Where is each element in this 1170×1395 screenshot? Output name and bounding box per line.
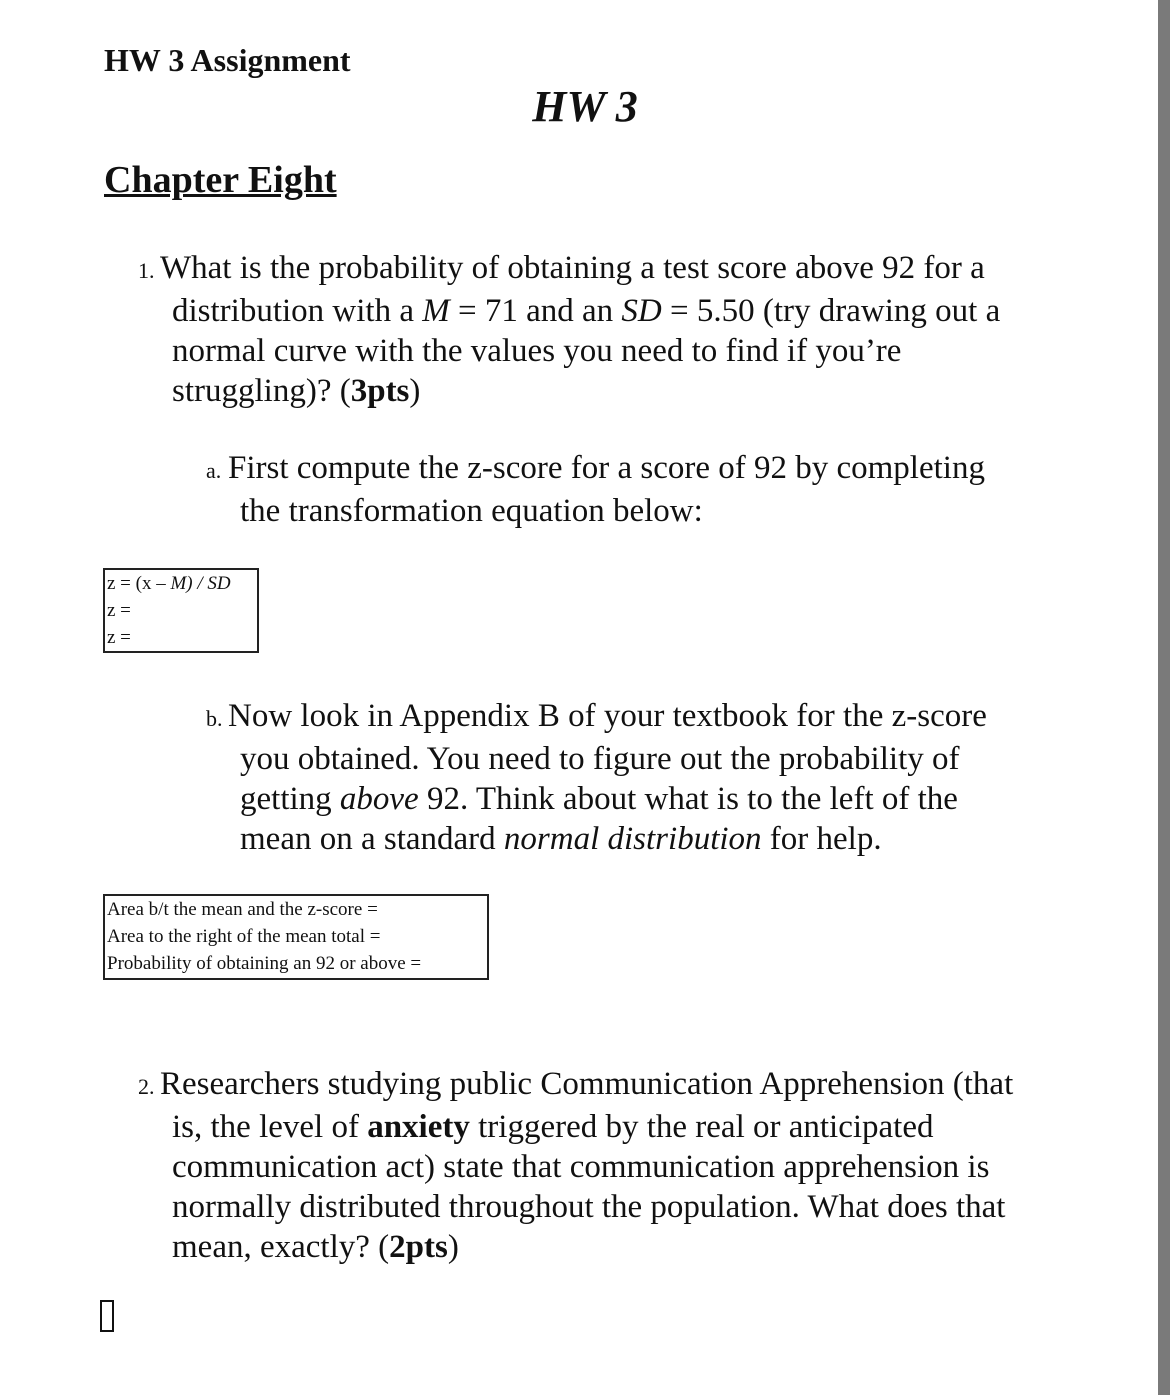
equation-answer-box[interactable]: [103, 568, 259, 653]
sd-symbol: SD: [621, 293, 662, 329]
part-b-line-1: Now look in Appendix B of your textbook for the z-score: [228, 698, 987, 734]
points-label: 3pts: [350, 373, 410, 409]
area-row-1: Area b/t the mean and the z-score =: [107, 899, 378, 920]
question-1-text: struggling)? (: [172, 373, 351, 409]
question-2-text: mean, exactly? (: [172, 1229, 390, 1265]
equation-row-3: z =: [107, 627, 131, 648]
question-2-number: 2.: [138, 1074, 155, 1099]
question-2-line-3: communication act) state that communication apprehension is: [172, 1149, 990, 1185]
part-b-line-2: you obtained. You need to figure out the probability of: [240, 741, 960, 777]
question-1: [138, 248, 1058, 411]
part-b-text: 92. Think about what is to the left of the: [418, 781, 958, 817]
points-label: 2pts: [389, 1229, 448, 1265]
question-2-text: ): [447, 1229, 459, 1265]
missing-glyph-icon: [100, 1300, 114, 1332]
question-1-part-a: [206, 448, 1066, 531]
question-1-line-3: normal curve with the values you need to find if you’re: [172, 333, 902, 369]
question-2-text: triggered by the real or anticipated: [469, 1109, 934, 1145]
question-2-line-4: normally distributed throughout the population. What does that: [172, 1189, 1006, 1225]
equation-row-1-italic: M) / SD: [170, 573, 231, 594]
part-a-line-2: the transformation equation below:: [240, 493, 703, 529]
area-row-2: Area to the right of the mean total =: [107, 926, 381, 947]
part-b-text: for help.: [761, 821, 882, 857]
area-answer-box[interactable]: [103, 894, 489, 980]
anxiety-emphasis: anxiety: [367, 1109, 470, 1145]
equation-row-1: z = (x –: [107, 573, 171, 594]
question-1-line-1: What is the probability of obtaining a test score above 92 for a: [160, 250, 985, 286]
question-1-text: distribution with a: [172, 293, 423, 329]
page-title: HW 3: [532, 82, 638, 131]
question-1-number: 1.: [138, 258, 155, 283]
chapter-heading: Chapter Eight: [104, 159, 337, 201]
question-1-text: = 71 and an: [449, 293, 622, 329]
part-a-letter: a.: [206, 458, 222, 483]
above-emphasis: above: [339, 781, 419, 817]
question-1-text: ): [409, 373, 421, 409]
scrollbar[interactable]: [1158, 0, 1170, 1395]
question-2-line-1: Researchers studying public Communication Apprehension (that: [160, 1066, 1014, 1102]
assignment-label: HW 3 Assignment: [104, 42, 351, 78]
question-2-text: is, the level of: [172, 1109, 368, 1145]
question-1-text: = 5.50 (try drawing out a: [661, 293, 1001, 329]
part-a-line-1: First compute the z-score for a score of 92 by completing: [228, 450, 985, 486]
question-2: [138, 1064, 1078, 1267]
part-b-text: getting: [240, 781, 340, 817]
mean-symbol: M: [422, 293, 450, 329]
question-1-part-b: [206, 696, 1066, 859]
part-b-letter: b.: [206, 706, 223, 731]
equation-row-2: z =: [107, 600, 131, 621]
area-row-3: Probability of obtaining an 92 or above =: [107, 953, 422, 974]
normal-distribution-emphasis: normal distribution: [503, 821, 762, 857]
part-b-text: mean on a standard: [240, 821, 504, 857]
